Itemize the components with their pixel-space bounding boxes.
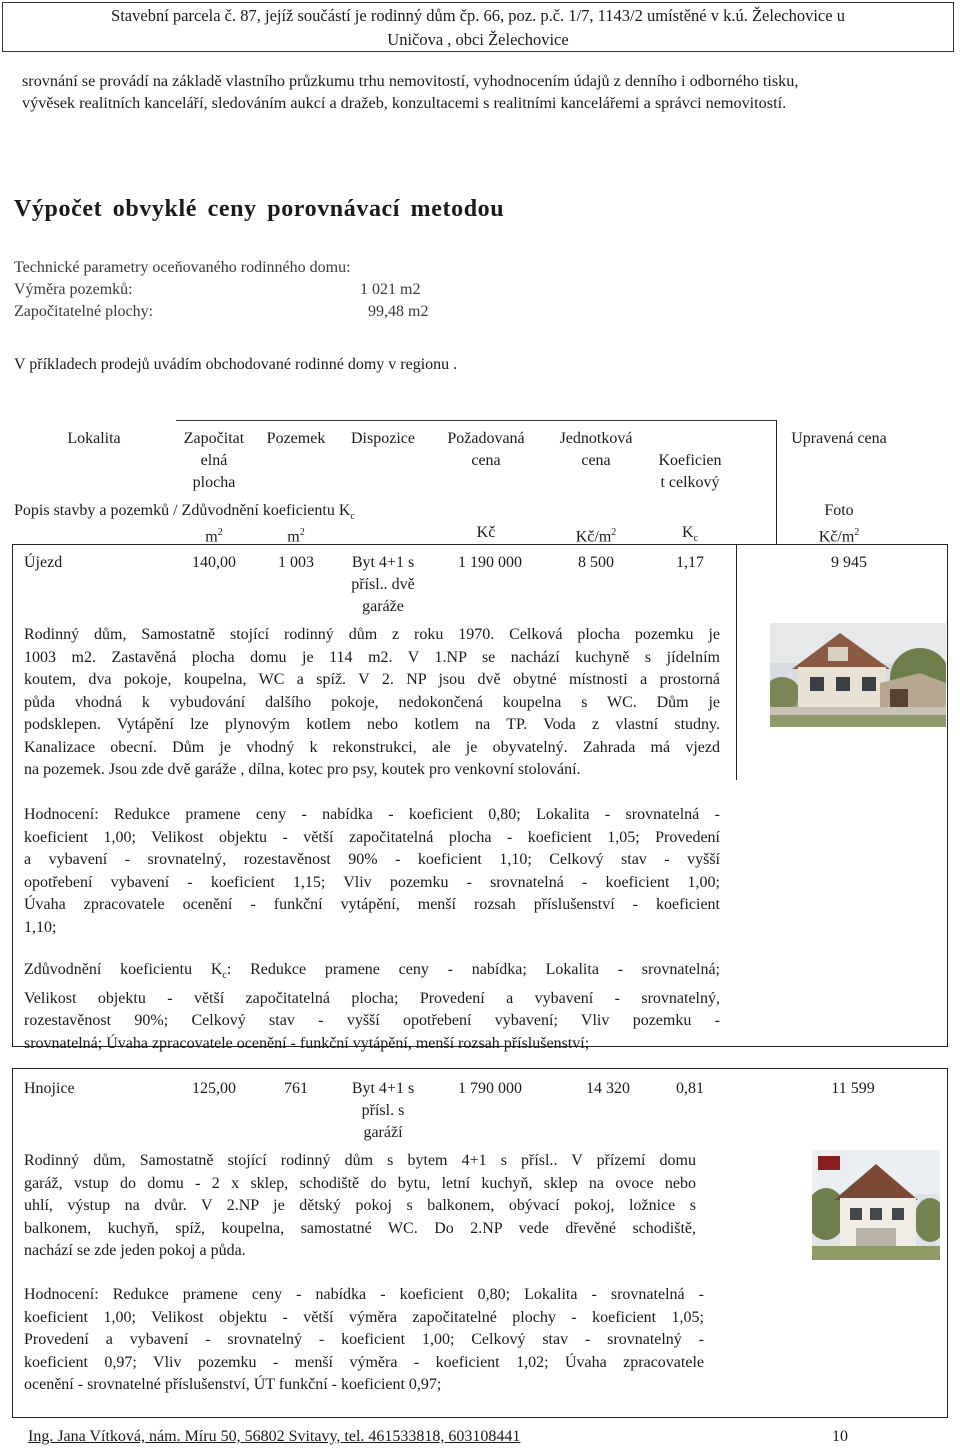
entry-dispozice-3: garáže — [362, 598, 404, 615]
zduvodneni-line: srovnatelná; Úvaha zpracovatele ocenění - funkční vytápění, menší rozsah příslušenství; — [24, 1034, 590, 1052]
document-header — [2, 2, 954, 52]
hodnoceni-line: Provedení a vybavení - srovnatelný - koeficient 1,00; Celkový stav - srovnatelný - — [24, 1331, 704, 1348]
col-dispozice: Dispozice — [351, 430, 415, 447]
col-jednotkova-2: cena — [581, 452, 611, 469]
area-label: Započitatelné plochy: — [14, 303, 154, 320]
entry-zduvodneni — [24, 959, 720, 1055]
zduvodneni-line: Zdůvodnění koeficientu $K_c$: Redukce pramene ceny - nabídka; Lokalita - srovnatelná; — [24, 961, 720, 982]
entry-plocha: 140,00 — [192, 554, 236, 571]
popis-line: půda vhodná k vybudování dalšího pokoje, nedokončená koupelna s WC. Dům je — [24, 693, 720, 711]
house-photo-hnojice — [812, 1150, 940, 1260]
entry-dispozice-2: přísl. s — [361, 1102, 405, 1119]
popis-line: koutem, dva pokoje, koupelna, WC a spíž. V 2. NP jsou dvě obytné místnosti a prostorná — [24, 671, 720, 688]
entry-dispozice-3: garáží — [363, 1124, 403, 1141]
popis-line: Kanalizace obecní. Dům je vhodný k rekonstrukci, ale je obyvatelný. Zahrada má vjezd — [24, 738, 720, 756]
entry-lokalita: Újezd — [24, 554, 63, 571]
footer-text: Ing. Jana Vítková, nám. Míru 50, 56802 Svitavy, tel. 461533818, 603108441 — [28, 1428, 521, 1445]
popis-line: Rodinný dům, Samostatně stojící rodinný dům s bytem 4+1 s přísl.. V přízemí domu — [24, 1152, 696, 1169]
params-heading: Technické parametry oceňovaného rodinného domu: — [14, 259, 351, 276]
entry-plocha: 125,00 — [192, 1080, 236, 1097]
hodnoceni-line: koeficient 0,97; Vliv pozemku - menší výměra - koeficient 1,02; Úvaha zpracovatele — [24, 1353, 704, 1371]
zduvodneni-line: Velikost objektu - větší započitatelná plocha; Provedení a vybavení - srovnatelný, — [24, 989, 720, 1007]
popis-line: garáž, vstup do domu - 2 x sklep, schodiště do bytu, letní kuchyň, sklep na ovoce nebo — [24, 1174, 696, 1192]
hodnoceni-line: a vybavení - srovnatelný, rozestavěnost 90% - koeficient 1,10; Celkový stav - vyšší — [24, 851, 720, 868]
section-title: Výpočet obvyklé ceny porovnávací metodou — [14, 196, 505, 222]
header-line-1: Stavební parcela č. 87, jejíž součástí je rodinný dům čp. 66, poz. p.č. 1/7, 1143/2 umístěné v k.ú. Želechovice u — [111, 6, 845, 25]
entry-upravena: 9 945 — [831, 554, 867, 571]
hodnoceni-line: opotřebení vybavení - koeficient 1,15; Vliv pozemku - srovnatelná - koeficient 1,00; — [24, 873, 720, 891]
entry-koeficient: 0,81 — [676, 1080, 704, 1097]
entry-popis — [24, 624, 720, 782]
hodnoceni-line: ocenění - srovnatelné příslušenství, ÚT funkční - koeficient 0,97; — [24, 1376, 442, 1393]
unit-koef: $K_c$ — [681, 524, 698, 545]
page-footer — [28, 1428, 928, 1446]
popis-line: podsklepen. Vytápění lze plynovým kotlem nebo kotlem na TP. Voda z vlastní studny. — [24, 716, 720, 733]
hodnoceni-line: Hodnocení: Redukce pramene ceny - nabídka - koeficient 0,80; Lokalita - srovnatelná - — [24, 806, 720, 823]
entry-pozemek: 1 003 — [278, 554, 314, 571]
table-header-divider — [776, 420, 777, 544]
entry-cena: 1 190 000 — [458, 554, 522, 571]
entry-dispozice-1: Byt 4+1 s — [351, 554, 415, 571]
col-jednotkova-1: Jednotková — [559, 430, 633, 447]
area-value: 99,48 m2 — [368, 303, 429, 320]
examples-note: V příkladech prodejů uvádím obchodované rodinné domy v regionu . — [14, 356, 458, 373]
entry-lokalita: Hnojice — [24, 1080, 75, 1097]
popis-line: balkonem, kuchyň, spíž, koupelna, samostatné WC. Do 2.NP vede dřevěné schodiště, — [24, 1219, 696, 1237]
zduvodneni-line: rozestavěnost 90%; Celkový stav - vyšší opotřebení vybavení; Vliv pozemku - — [24, 1012, 720, 1030]
intro-paragraph — [22, 70, 952, 114]
hodnoceni-line: Hodnocení: Redukce pramene ceny - nabídka - koeficient 0,80; Lokalita - srovnatelná - — [24, 1286, 704, 1303]
table-header-rule — [176, 420, 776, 421]
unit-jedn-cena: $Kč/m^2$ — [575, 527, 617, 546]
house-photo-hnojice-image — [812, 1150, 940, 1260]
unit-plocha: $m^2$ — [205, 527, 223, 546]
col-upravena: Upravená cena — [791, 430, 887, 447]
popis-line: Rodinný dům, Samostatně stojící rodinný dům z roku 1970. Celková plocha pozemku je — [24, 626, 720, 643]
hodnoceni-line: Úvaha zpracovatele ocenění - funkční vytápění, menší rozsah příslušenství - koeficient — [24, 896, 720, 913]
col-koeficient-1: Koeficien — [658, 452, 722, 469]
popis-line: uhlí, výstup na dvůr. V 2.NP je dětský pokoj s balkonem, obývací pokoj, ložnice s — [24, 1197, 696, 1214]
unit-upravena: $Kč/m^2$ — [818, 527, 860, 546]
col-pozemek: Pozemek — [266, 430, 326, 447]
popis-line: 1003 m2. Zastavěná plocha domu je 114 m2. V 1.NP se nachází kuchyně s jídelním — [24, 648, 720, 666]
entry-upravena: 11 599 — [831, 1080, 875, 1097]
entry-dispozice-1: Byt 4+1 s — [351, 1080, 415, 1097]
entry-pozemek: 761 — [284, 1080, 308, 1097]
entry-ujezd-divider — [736, 544, 737, 780]
header-line-2: Uničova , obci Želechovice — [387, 30, 569, 49]
house-photo-ujezd-image — [770, 623, 946, 727]
col-zapoc-2: elná — [200, 452, 228, 469]
hodnoceni-line: koeficient 1,00; Velikost objektu - větší výměra započitatelné plochy - koeficient 1,05; — [24, 1308, 704, 1326]
popis-line: nachází se zde jeden pokoj a půda. — [24, 1242, 246, 1259]
unit-pozemek: $m^2$ — [287, 527, 305, 546]
house-photo-ujezd — [770, 623, 946, 727]
entry-hodnoceni — [24, 804, 720, 939]
entry-jedn-cena: 8 500 — [578, 554, 614, 571]
unit-cena: Kč — [476, 524, 496, 541]
col-lokalita: Lokalita — [67, 430, 121, 447]
intro-line-1: srovnání se provádí na základě vlastního průzkumu trhu nemovitostí, vyhodnocením údajů z denního i odborného tisku, — [22, 72, 799, 90]
col-zapoc-1: Započitat — [183, 430, 245, 447]
hodnoceni-line: koeficient 1,00; Velikost objektu - větší započitatelná plocha - koeficient 1,05; Provedení — [24, 828, 720, 846]
col-popis: Popis stavby a pozemků / Zdůvodnění koeficientu $K_c$ — [14, 502, 355, 523]
hodnoceni-line: 1,10; — [24, 918, 57, 936]
col-zapoc-3: plocha — [192, 474, 236, 491]
popis-line: na pozemek. Jsou zde dvě garáže , dílna, kotec pro psy, koutek pro venkovní stolování. — [24, 761, 581, 778]
entry-popis — [24, 1150, 696, 1263]
entry-koeficient: 1,17 — [676, 554, 704, 571]
land-value: 1 021 m2 — [360, 281, 421, 298]
land-label: Výměra pozemků: — [14, 281, 133, 298]
entry-cena: 1 790 000 — [458, 1080, 522, 1097]
entry-dispozice-2: přísl.. dvě — [351, 576, 415, 593]
page-number: 10 — [832, 1428, 848, 1445]
col-foto: Foto — [824, 502, 854, 519]
col-pozadovana-1: Požadovaná — [447, 430, 525, 447]
entry-jedn-cena: 14 320 — [586, 1080, 630, 1097]
col-pozadovana-2: cena — [471, 452, 501, 469]
entry-hodnoceni — [24, 1284, 704, 1397]
col-koeficient-2: t celkový — [660, 474, 720, 491]
intro-line-2: vývěsek realitních kanceláří, sledováním aukcí a dražeb, konzultacemi s realitními kancelářemi a správci nemovitostí. — [22, 94, 787, 112]
